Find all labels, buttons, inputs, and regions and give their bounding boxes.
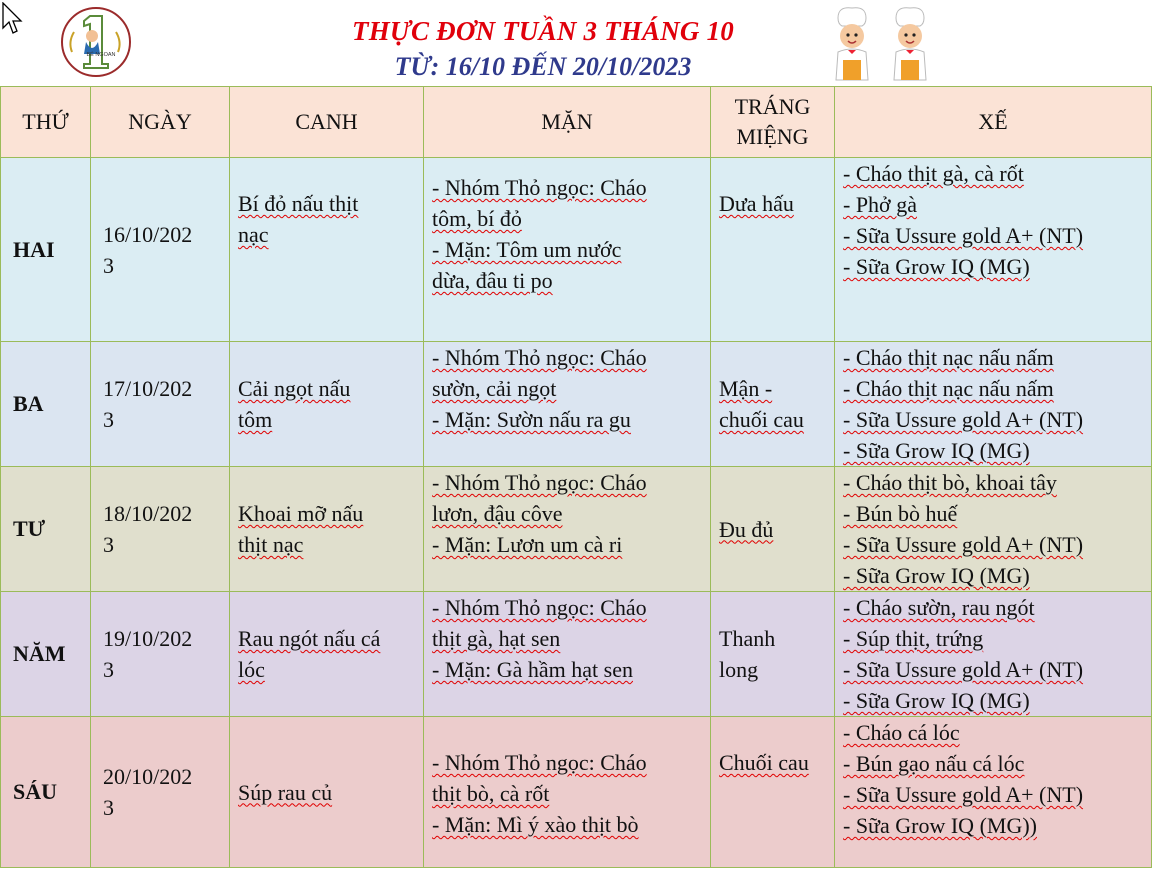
snack-line: - Sữa Grow IQ (MG) (843, 688, 1030, 713)
date-line: 16/10/202 (103, 221, 193, 247)
main-line: thịt bò, cà rốt (432, 781, 550, 806)
main-line: lươn, đậu côve (432, 501, 563, 526)
dessert-cell (711, 592, 835, 717)
header-day: THỨ (1, 87, 91, 158)
date-line: 3 (103, 795, 114, 820)
main-cell (424, 717, 711, 868)
header-dessert (711, 87, 835, 158)
soup-cell (230, 467, 424, 592)
table-row (1, 717, 1152, 868)
snack-line: - Sữa Grow IQ (MG) (843, 438, 1030, 463)
snack-line: - Cháo thịt gà, cà rốt (843, 161, 1024, 186)
soup-cell (230, 342, 424, 467)
logo-text: BÉ NGOAN (86, 52, 116, 58)
snack-line: - Sữa Grow IQ (MG) (843, 254, 1030, 279)
snack-line: - Phở gà (843, 192, 917, 217)
soup-cell (230, 592, 424, 717)
header-snack: XẾ (835, 87, 1152, 158)
date-line: 20/10/202 (103, 764, 193, 789)
snack-line: - Cháo thịt bò, khoai tây (843, 470, 1057, 495)
page-subtitle: TỪ: 16/10 ĐẾN 20/10/2023 (394, 52, 692, 81)
soup-line: Bí đỏ nấu thịt (238, 191, 359, 216)
main-line: - Nhóm Thỏ ngọc: Cháo (432, 470, 647, 495)
table-header-row (1, 87, 1152, 158)
dessert-cell (711, 717, 835, 868)
main-cell (424, 592, 711, 717)
day-cell: NĂM (1, 592, 91, 717)
date-line: 3 (103, 252, 114, 278)
date-line: 3 (103, 532, 114, 557)
page-header (0, 0, 1153, 86)
soup-line: Khoai mỡ nấu (238, 501, 364, 526)
main-line: - Mặn: Gà hầm hạt sen (432, 657, 633, 682)
table-row (1, 467, 1152, 592)
date-cell (91, 158, 230, 342)
dessert-line: Thanh (719, 626, 776, 651)
main-line: - Nhóm Thỏ ngọc: Cháo (432, 175, 647, 200)
snack-line: - Sữa Grow IQ (MG)) (843, 813, 1037, 838)
date-cell (91, 717, 230, 868)
snack-cell (835, 158, 1152, 342)
main-line: - Mặn: Tôm um nước (432, 237, 622, 262)
soup-line: nạc (238, 222, 269, 247)
main-cell (424, 467, 711, 592)
header-soup: CANH (230, 87, 424, 158)
dessert-line: Dưa hấu (719, 191, 794, 216)
header-dessert-line1: TRÁNG (734, 94, 811, 119)
main-cell (424, 158, 711, 342)
weekly-menu-table (0, 86, 1152, 868)
chef-icon (888, 4, 932, 84)
snack-line: - Bún bò huế (843, 501, 958, 526)
snack-line: - Bún gạo nấu cá lóc (843, 751, 1025, 776)
date-cell (91, 592, 230, 717)
main-line: - Nhóm Thỏ ngọc: Cháo (432, 750, 647, 775)
snack-line: - Sữa Ussure gold A+ (NT) (843, 657, 1084, 682)
chef-icon (830, 4, 874, 84)
soup-line: Rau ngót nấu cá (238, 626, 381, 651)
main-line: thịt gà, hạt sen (432, 626, 561, 651)
soup-cell (230, 158, 424, 342)
dessert-line: Mận - (719, 376, 773, 401)
date-cell (91, 342, 230, 467)
main-line: - Mặn: Mì ý xào thịt bò (432, 812, 639, 837)
soup-line: Súp rau củ (238, 779, 333, 805)
date-line: 3 (103, 657, 114, 682)
snack-line: - Sữa Grow IQ (MG) (843, 563, 1030, 588)
soup-line: thịt nạc (238, 532, 304, 557)
day-cell: SÁU (1, 717, 91, 868)
snack-cell (835, 342, 1152, 467)
snack-line: - Cháo thịt nạc nấu nấm (843, 376, 1054, 401)
main-line: sườn, cải ngọt (432, 376, 557, 401)
day-cell: BA (1, 342, 91, 467)
snack-line: - Sữa Ussure gold A+ (NT) (843, 782, 1084, 807)
main-line: - Mặn: Lươn um cà ri (432, 532, 623, 557)
main-cell (424, 342, 711, 467)
main-line: tôm, bí đỏ (432, 206, 522, 231)
date-cell (91, 467, 230, 592)
page-title: THỰC ĐƠN TUẦN 3 THÁNG 10 (352, 16, 734, 46)
soup-line: lóc (238, 657, 265, 682)
snack-cell (835, 467, 1152, 592)
main-line: dừa, đâu ti po (432, 268, 553, 293)
main-line: - Mặn: Sườn nấu ra gu (432, 407, 631, 432)
soup-line: Cải ngọt nấu (238, 376, 351, 401)
table-row (1, 592, 1152, 717)
table-row (1, 158, 1152, 342)
snack-cell (835, 717, 1152, 868)
snack-cell (835, 592, 1152, 717)
day-cell: TƯ (1, 467, 91, 592)
date-line: 19/10/202 (103, 626, 193, 651)
date-line: 18/10/202 (103, 501, 193, 526)
main-line: - Nhóm Thỏ ngọc: Cháo (432, 595, 647, 620)
header-dessert-line2: MIỆNG (736, 124, 809, 149)
snack-line: - Cháo cá lóc (843, 720, 960, 745)
snack-line: - Sữa Ussure gold A+ (NT) (843, 223, 1084, 248)
snack-line: - Sữa Ussure gold A+ (NT) (843, 407, 1084, 432)
dessert-cell (711, 158, 835, 342)
dessert-cell (711, 467, 835, 592)
snack-line: - Sữa Ussure gold A+ (NT) (843, 532, 1084, 557)
day-cell: HAI (1, 158, 91, 342)
date-line: 17/10/202 (103, 376, 193, 401)
snack-line: - Cháo thịt nạc nấu nấm (843, 345, 1054, 370)
dessert-line: long (719, 657, 759, 682)
dessert-cell (711, 342, 835, 467)
snack-line: - Súp thịt, trứng (843, 626, 984, 651)
header-date: NGÀY (91, 87, 230, 158)
snack-line: - Cháo sườn, rau ngót (843, 595, 1035, 620)
main-line: - Nhóm Thỏ ngọc: Cháo (432, 345, 647, 370)
table-row (1, 342, 1152, 467)
dessert-line: Chuối cau (719, 750, 809, 775)
header-main: MẶN (424, 87, 711, 158)
dessert-line: chuối cau (719, 407, 804, 432)
soup-line: tôm (238, 407, 273, 432)
date-line: 3 (103, 407, 114, 432)
soup-cell (230, 717, 424, 868)
dessert-line: Đu đủ (719, 516, 774, 542)
